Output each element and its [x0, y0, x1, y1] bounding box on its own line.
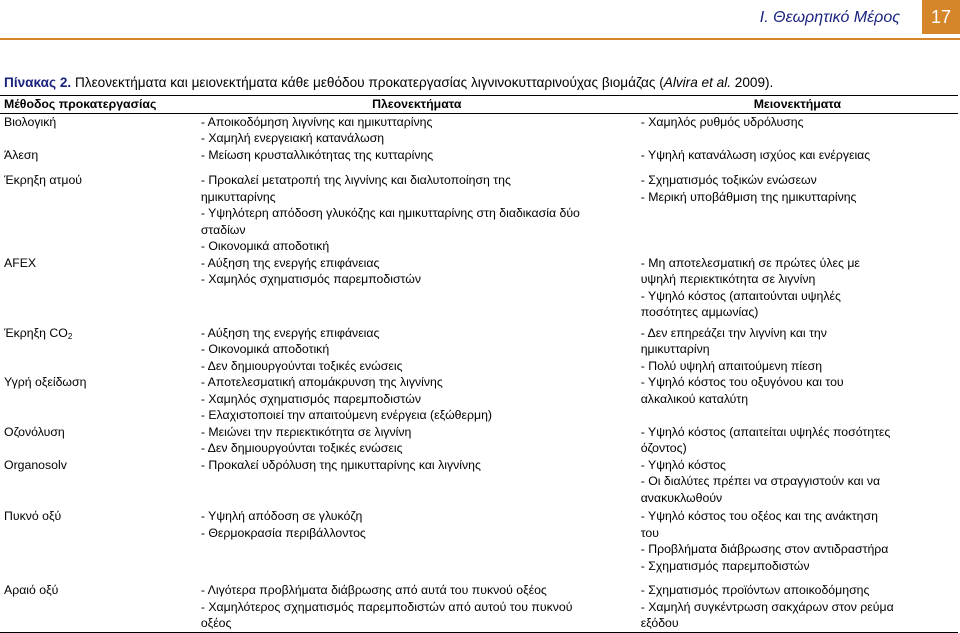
method-name: Οζονόλυση: [4, 424, 65, 439]
disadvantage-line: - Υψηλό κόστος του οξέος και της ανάκτηση: [640, 509, 878, 523]
method-cell: [0, 374, 197, 424]
disadvantage-line: - Σχηματισμός προϊόντων αποικοδόμησης: [640, 583, 870, 597]
method-cell: [0, 147, 197, 164]
caption-citation: Alvira et al.: [663, 75, 732, 90]
pros-cell: [197, 255, 637, 321]
disadvantage-line: εξόδου: [640, 616, 679, 630]
disadvantage-line: - Χαμηλή συγκέντρωση σακχάρων στον ρεύμα: [640, 599, 894, 614]
cons-cell: [637, 424, 958, 457]
method-cell: [0, 506, 197, 574]
method-name: Αραιό οξύ: [4, 583, 59, 597]
disadvantage-line: ποσότητες αμμωνίας): [640, 305, 759, 319]
table-row: [0, 321, 958, 375]
cons-cell: [637, 113, 958, 147]
disadvantage-line: του: [640, 525, 659, 540]
advantage-line: - Χαμηλός σχηματισμός παρεμποδιστών: [200, 272, 421, 286]
disadvantage-line: - Υψηλό κόστος: [640, 457, 726, 472]
cons-cell: [637, 321, 958, 375]
method-name: Υγρή οξείδωση: [4, 375, 87, 389]
disadvantage-line: ανακυκλωθούν: [640, 490, 723, 505]
method-cell: [0, 163, 197, 255]
disadvantage-line: υψηλή περιεκτικότητα σε λιγνίνη: [640, 272, 816, 286]
disadvantage-line: - Υψηλό κόστος (απαιτείται υψηλές ποσότητες: [640, 424, 891, 439]
advantage-line: σταδίων: [200, 222, 246, 237]
table-row: [0, 506, 958, 574]
disadvantage-line: αλκαλικού καταλύτη: [640, 391, 749, 406]
advantage-line: - Αποτελεσματική απομάκρυνση της λιγνίνης: [200, 375, 443, 389]
disadvantage-line: - Προβλήματα διάβρωσης στον αντιδραστήρα: [640, 542, 889, 556]
method-name: AFEX: [4, 255, 37, 270]
method-name: Βιολογική: [4, 114, 57, 129]
advantage-line: - Υψηλή απόδοση σε γλυκόζη: [200, 509, 363, 523]
cons-cell: [637, 506, 958, 574]
pros-cell: [197, 506, 637, 574]
disadvantage-line: - Μη αποτελεσματική σε πρώτες ύλες με: [640, 255, 860, 270]
disadvantage-line: - Υψηλή κατανάλωση ισχύος και ενέργειας: [640, 147, 871, 162]
table-row: [0, 163, 958, 255]
cons-cell: [637, 147, 958, 164]
pros-cell: [197, 424, 637, 457]
pros-cell: [197, 457, 637, 507]
disadvantage-line: - Δεν επηρεάζει την λιγνίνη και την: [640, 325, 827, 340]
table-body: [0, 113, 958, 632]
advantage-line: - Χαμηλότερος σχηματισμός παρεμποδιστών από αυτού του πυκνού: [200, 599, 573, 614]
method-name: Άλεση: [4, 147, 39, 162]
advantage-line: - Δεν δημιουργούνται τοξικές ενώσεις: [200, 358, 403, 373]
table-row: [0, 374, 958, 424]
table-row: [0, 457, 958, 507]
advantage-line: - Προκαλεί μετατροπή της λιγνίνης και διαλυτοποίηση της: [200, 173, 511, 187]
header-cons: Μειονεκτήματα: [637, 96, 958, 114]
method-name: Έκρηξη CO: [4, 325, 68, 340]
advantage-line: - Χαμηλός σχηματισμός παρεμποδιστών: [200, 391, 421, 406]
advantage-line: - Υψηλότερη απόδοση γλυκόζης και ημικυτταρίνης στη διαδικασία δύο: [200, 206, 580, 220]
disadvantage-line: - Πολύ υψηλή απαιτούμενη πίεση: [640, 358, 823, 373]
advantage-line: - Μειώνει την περιεκτικότητα σε λιγνίνη: [200, 424, 412, 439]
pros-cell: [197, 113, 637, 147]
header-method: Μέθοδος προκατεργασίας: [0, 96, 197, 114]
pros-cell: [197, 163, 637, 255]
header-rule: [0, 38, 960, 40]
table-row: [0, 574, 958, 632]
page-number-badge: 17: [922, 0, 960, 34]
disadvantage-line: - Σχηματισμός παρεμποδιστών: [640, 558, 810, 573]
header-pros: Πλεονεκτήματα: [197, 96, 637, 114]
cons-cell: [637, 574, 958, 632]
table-caption: [4, 75, 958, 91]
method-cell: [0, 255, 197, 321]
advantage-line: - Θερμοκρασία περιβάλλοντος: [200, 525, 366, 540]
advantage-line: - Προκαλεί υδρόλυση της ημικυτταρίνης και λιγνίνης: [200, 457, 481, 472]
advantage-line: οξέος: [200, 616, 232, 630]
caption-label: Πίνακας 2.: [4, 75, 72, 90]
advantage-line: - Χαμηλή ενεργειακή κατανάλωση: [200, 131, 385, 145]
method-cell: [0, 424, 197, 457]
table-row: [0, 113, 958, 147]
disadvantage-line: ημικυτταρίνη: [640, 342, 710, 356]
pros-cell: [197, 321, 637, 375]
table-row: [0, 424, 958, 457]
cons-cell: [637, 457, 958, 507]
pretreatment-table: [0, 95, 958, 633]
advantage-line: - Αύξηση της ενεργής επιφάνειας: [200, 325, 380, 340]
advantage-line: - Αποικοδόμηση λιγνίνης και ημικυτταρίνης: [200, 114, 433, 129]
table-row: [0, 147, 958, 164]
pros-cell: [197, 147, 637, 164]
disadvantage-line: - Χαμηλός ρυθμός υδρόλυσης: [640, 114, 804, 129]
section-title: Ι. Θεωρητικό Μέρος: [759, 9, 900, 26]
table-header-row: [0, 96, 958, 114]
method-cell: [0, 113, 197, 147]
advantage-line: - Ελαχιστοποιεί την απαιτούμενη ενέργεια (εξώθερμη): [200, 408, 493, 422]
method-name: Organosolv: [4, 457, 67, 472]
method-name: Έκρηξη ατμού: [4, 173, 83, 187]
method-cell: [0, 321, 197, 375]
cons-cell: [637, 374, 958, 424]
method-cell: [0, 574, 197, 632]
pros-cell: [197, 574, 637, 632]
caption-tail: 2009).: [731, 75, 774, 90]
pros-cell: [197, 374, 637, 424]
advantage-line: - Οικονομικά αποδοτική: [200, 342, 330, 356]
disadvantage-line: - Οι διαλύτες πρέπει να στραγγιστούν και να: [640, 474, 881, 488]
advantage-line: - Οικονομικά αποδοτική: [200, 239, 330, 253]
method-cell: [0, 457, 197, 507]
disadvantage-line: - Υψηλό κόστος του οξυγόνου και του: [640, 375, 844, 389]
table-row: [0, 255, 958, 321]
cons-cell: [637, 163, 958, 255]
disadvantage-line: - Μερική υποβάθμιση της ημικυτταρίνης: [640, 189, 857, 204]
advantage-line: - Μείωση κρυσταλλικότητας της κυτταρίνης: [200, 147, 434, 162]
disadvantage-line: - Υψηλό κόστος (απαιτούνται υψηλές: [640, 288, 841, 303]
disadvantage-line: όζοντος): [640, 441, 687, 455]
advantage-line: - Λιγότερα προβλήματα διάβρωσης από αυτά του πυκνού οξέος: [200, 583, 547, 597]
advantage-line: ημικυτταρίνης: [200, 189, 276, 204]
disadvantage-line: - Σχηματισμός τοξικών ενώσεων: [640, 173, 817, 187]
advantage-line: - Αύξηση της ενεργής επιφάνειας: [200, 255, 380, 270]
cons-cell: [637, 255, 958, 321]
caption-text: Πλεονεκτήματα και μειονεκτήματα κάθε μεθόδου προκατεργασίας λιγνινοκυτταρινούχας βιομάζας (: [71, 75, 664, 90]
method-subscript: 2: [67, 331, 73, 341]
method-name: Πυκνό οξύ: [4, 509, 62, 523]
advantage-line: - Δεν δημιουργούνται τοξικές ενώσεις: [200, 441, 403, 455]
